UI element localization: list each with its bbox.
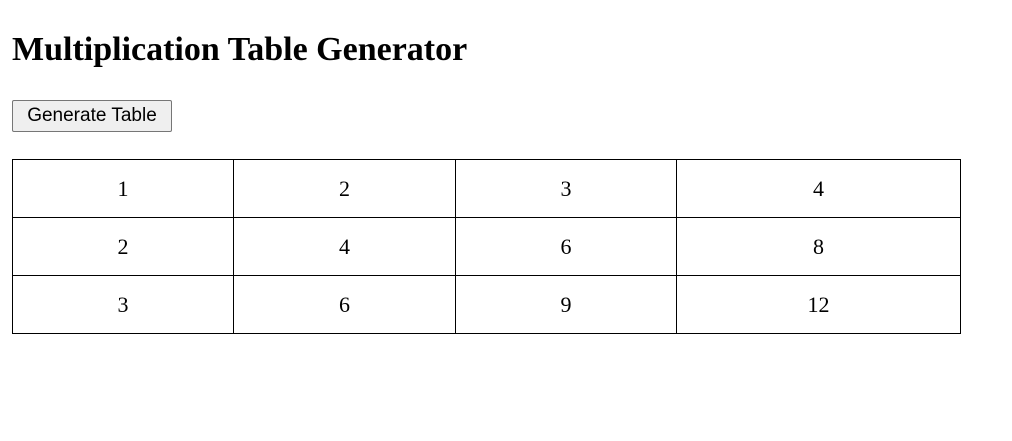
table-cell: 4	[677, 160, 961, 218]
table-row	[13, 218, 961, 276]
table-row	[13, 276, 961, 334]
table-cell: 3	[13, 276, 234, 334]
table-cell: 2	[234, 160, 456, 218]
table-cell: 12	[677, 276, 961, 334]
table-cell: 6	[234, 276, 456, 334]
page-title: Multiplication Table Generator	[12, 31, 468, 68]
table-cell: 1	[13, 160, 234, 218]
generate-table-button[interactable]: Generate Table	[12, 100, 172, 132]
table-cell: 3	[456, 160, 677, 218]
table-cell: 9	[456, 276, 677, 334]
table-row	[13, 160, 961, 218]
table-cell: 4	[234, 218, 456, 276]
table-cell: 8	[677, 218, 961, 276]
table-cell: 2	[13, 218, 234, 276]
table-cell: 6	[456, 218, 677, 276]
multiplication-table	[12, 159, 961, 334]
